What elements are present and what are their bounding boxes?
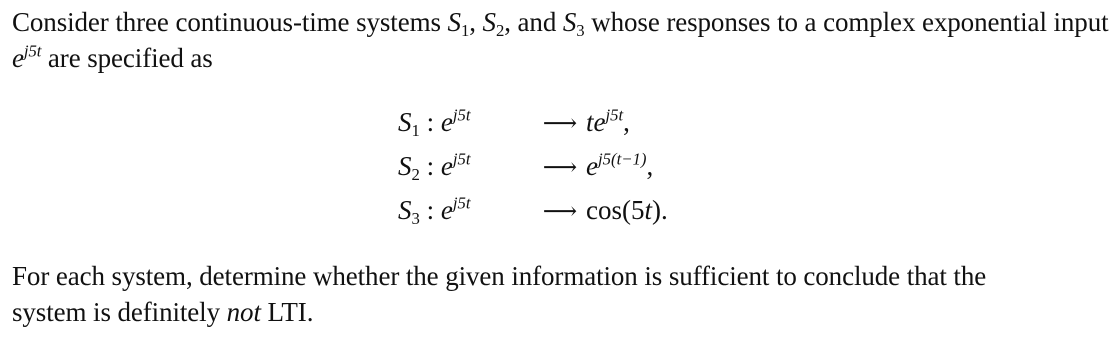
input-exponent: j5t bbox=[452, 193, 471, 213]
system-index: 3 bbox=[411, 209, 420, 229]
equation-lhs bbox=[398, 144, 534, 188]
emphasis-not: not bbox=[226, 297, 261, 327]
system-symbol: S bbox=[398, 195, 412, 225]
colon: : bbox=[419, 195, 441, 225]
input-base: e bbox=[440, 195, 453, 225]
trailing-punctuation: ). bbox=[652, 195, 668, 225]
intro-paragraph bbox=[12, 4, 1109, 76]
intro-text-start: Consider three continuous-time systems bbox=[12, 7, 448, 37]
equation-row-s1 bbox=[398, 100, 668, 144]
equation-row-s3 bbox=[398, 188, 668, 232]
input-exponential-exponent: j5t bbox=[23, 41, 42, 61]
comma-separator: , bbox=[469, 7, 483, 37]
equation-rhs bbox=[586, 188, 668, 232]
system-symbol-s1: S bbox=[447, 7, 461, 37]
input-base: e bbox=[440, 151, 453, 181]
system-symbol: S bbox=[398, 151, 412, 181]
output-function: cos(5 bbox=[586, 195, 645, 225]
trailing-punctuation: , bbox=[646, 151, 654, 181]
maps-to-arrow-icon: ⟶ bbox=[542, 111, 578, 137]
and-separator: , and bbox=[504, 7, 563, 37]
system-index: 1 bbox=[411, 121, 420, 141]
system-symbol: S bbox=[398, 107, 412, 137]
input-exponent: j5t bbox=[452, 149, 471, 169]
output-base: te bbox=[586, 107, 606, 137]
input-base: e bbox=[440, 107, 453, 137]
system-subscript-2: 2 bbox=[495, 21, 505, 41]
colon: : bbox=[419, 151, 441, 181]
input-exponential-base: e bbox=[12, 43, 24, 73]
equation-lhs bbox=[398, 188, 534, 232]
system-subscript-1: 1 bbox=[460, 21, 470, 41]
colon: : bbox=[419, 107, 441, 137]
output-variable: t bbox=[644, 195, 652, 225]
output-base: e bbox=[586, 151, 598, 181]
system-index: 2 bbox=[411, 165, 420, 185]
system-symbol-s3: S bbox=[562, 7, 577, 37]
question-text: For each system, determine whether the given information is sufficient to conclude that the system is definitely bbox=[12, 261, 987, 327]
equation-lhs bbox=[398, 100, 534, 144]
equation-block bbox=[398, 100, 668, 232]
intro-text-middle: whose responses to a complex exponential input bbox=[584, 7, 1109, 37]
equation-row-s2 bbox=[398, 144, 668, 188]
question-paragraph bbox=[12, 258, 1042, 330]
system-symbol-s2: S bbox=[482, 7, 496, 37]
trailing-punctuation: , bbox=[623, 107, 630, 137]
system-subscript-3: 3 bbox=[576, 21, 585, 41]
output-exponent: j5t bbox=[605, 105, 624, 125]
input-exponent: j5t bbox=[452, 105, 471, 125]
equation-rhs bbox=[586, 100, 630, 144]
question-text-end: LTI. bbox=[260, 297, 314, 327]
output-exponent: j5(t−1) bbox=[597, 149, 647, 169]
maps-to-arrow-icon: ⟶ bbox=[542, 199, 578, 225]
equation-rhs bbox=[586, 144, 653, 188]
maps-to-arrow-icon: ⟶ bbox=[542, 155, 578, 181]
intro-text-end: are specified as bbox=[41, 43, 213, 73]
